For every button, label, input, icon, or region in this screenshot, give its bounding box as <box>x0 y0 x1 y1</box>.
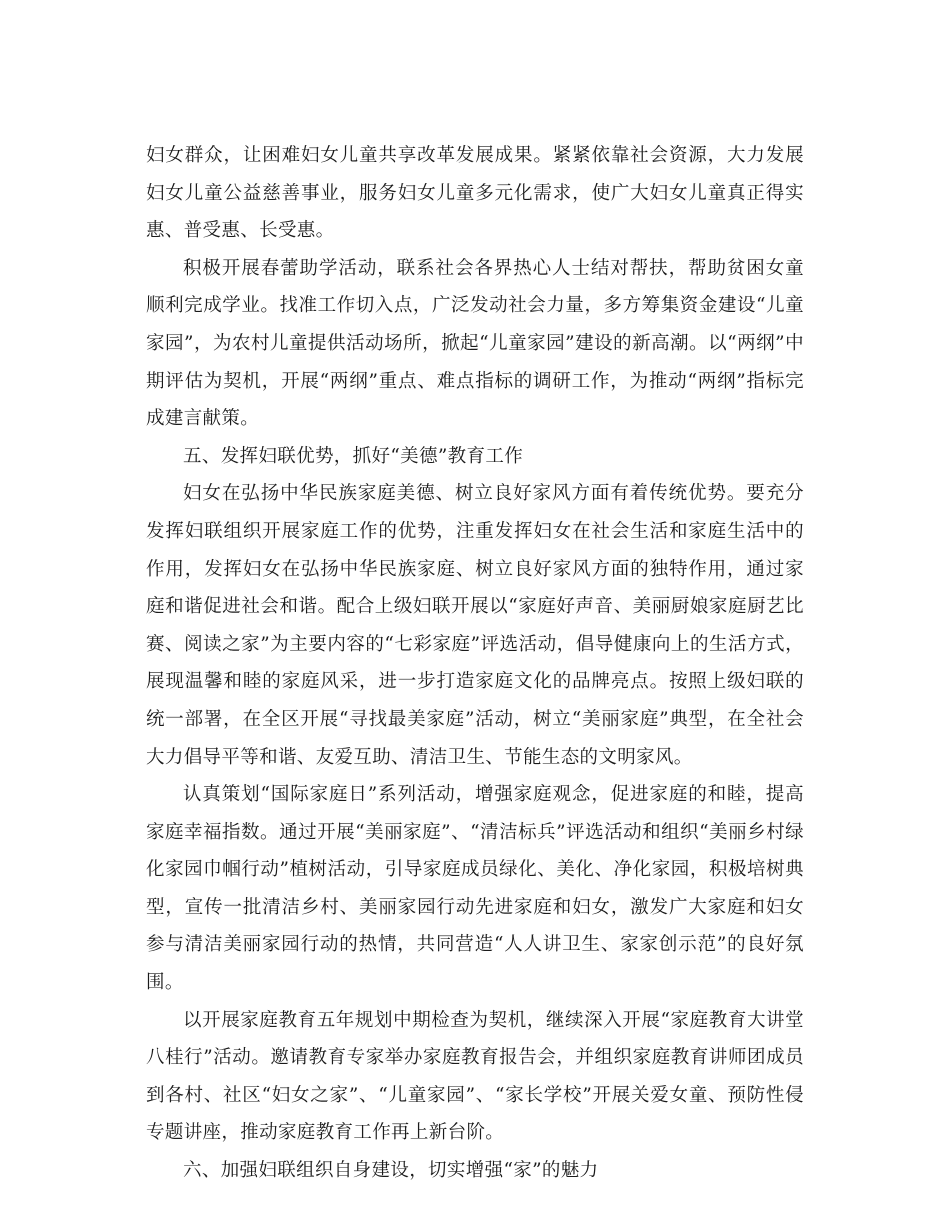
paragraph-continuation: 妇女群众，让困难妇女儿童共享改革发展成果。紧紧依靠社会资源，大力发展妇女儿童公益慈善事业，服务妇女儿童多元化需求，使广大妇女儿童真正得实惠、普受惠、长受惠。 <box>146 145 804 242</box>
section-heading-six: 六、加强妇联组织自身建设，切实增强“家”的魅力 <box>183 1160 599 1182</box>
paragraph-family-virtue: 妇女在弘扬中华民族家庭美德、树立良好家风方面有着传统优势。要充分发挥妇联组织开展家庭工作的优势，注重发挥妇女在社会生活和家庭生活中的作用，发挥妇女在弘扬中华民族家庭、树立良好家风方面的独特作用，通过家庭和谐促进社会和谐。配合上级妇联开展以“家庭好声音、美丽厨娘家庭厨艺比赛、阅读之家”为主要内容的“七彩家庭”评选活动，倡导健康向上的生活方式，展现温馨和睦的家庭风采，进一步打造家庭文化的品牌亮点。按照上级妇联的统一部署，在全区开展“寻找最美家庭”活动，树立“美丽家庭”典型，在全社会大力倡导平等和谐、友爱互助、清洁卫生、节能生态的文明家风。 <box>146 483 804 768</box>
paragraph-spring-bud: 积极开展春蕾助学活动，联系社会各界热心人士结对帮扶，帮助贫困女童顺利完成学业。找准工作切入点，广泛发动社会力量，多方筹集资金建设“儿童家园”，为农村儿童提供活动场所，掀起“儿童家园”建设的新高潮。以“两纲”中期评估为契机，开展“两纲”重点、难点指标的调研工作，为推动“两纲”指标完成建言献策。 <box>146 257 804 430</box>
section-heading-five: 五、发挥妇联优势，抓好“美德”教育工作 <box>183 445 524 467</box>
document-body <box>146 137 804 1190</box>
paragraph-family-day: 认真策划“国际家庭日”系列活动，增强家庭观念，促进家庭的和睦，提高家庭幸福指数。通过开展“美丽家庭”、“清洁标兵”评选活动和组织“美丽乡村绿化家园巾帼行动”植树活动，引导家庭成员绿化、美化、净化家园，积极培树典型，宣传一批清洁乡村、美丽家园行动先进家庭和妇女，激发广大家庭和妇女参与清洁美丽家园行动的热情，共同营造“人人讲卫生、家家创示范”的良好氛围。 <box>146 784 804 994</box>
paragraph-family-education: 以开展家庭教育五年规划中期检查为契机，继续深入开展“家庭教育大讲堂八桂行”活动。邀请教育专家举办家庭教育报告会，并组织家庭教育讲师团成员到各村、社区“妇女之家”、“儿童家园”、“家长学校”开展关爱女童、预防性侵专题讲座，推动家庭教育工作再上新台阶。 <box>146 1009 804 1144</box>
